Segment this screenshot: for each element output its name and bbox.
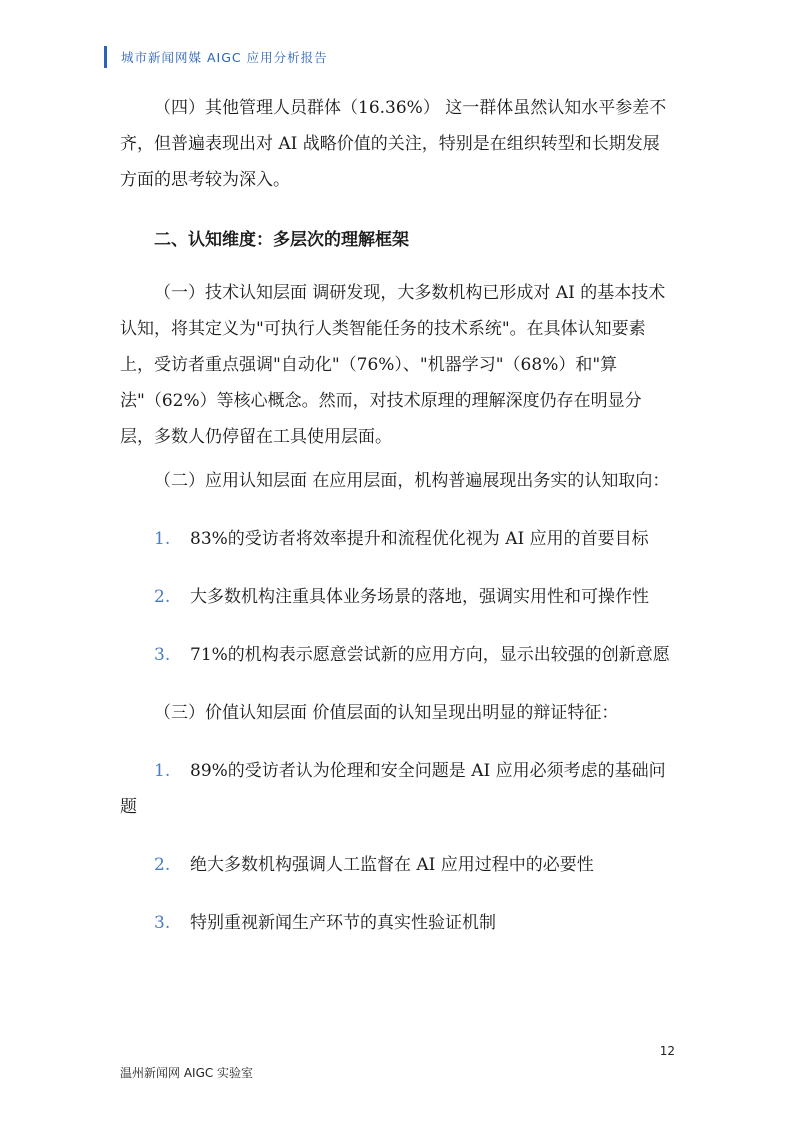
list-text: 大多数机构注重具体业务场景的落地，强调实用性和可操作性: [190, 587, 649, 607]
list-number: 1.: [154, 529, 171, 549]
list-number: 3.: [154, 913, 171, 933]
paragraph-tech-cognition: （一）技术认知层面 调研发现，大多数机构已形成对 AI 的基本技术认知，将其定义为"可执行人类智能任务的技术系统"。在具体认知要素上，受访者重点强调"自动化"（76%）、"机器学习"（68%）和"算法"（62%）等核心概念。然而，对技术原理的理解深度仍存在明显分层，多数人仍停留在工具使用层面。: [120, 283, 666, 447]
list-text: 特别重视新闻生产环节的真实性验证机制: [190, 913, 496, 933]
page-number: 12: [659, 1044, 675, 1058]
list-text: 绝大多数机构强调人工监督在 AI 应用过程中的必要性: [190, 855, 594, 875]
list-text: 71%的机构表示愿意尝试新的应用方向，显示出较强的创新意愿: [190, 645, 670, 665]
paragraph-other-managers: （四）其他管理人员群体（16.36%） 这一群体虽然认知水平参差不齐，但普遍表现出对 AI 战略价值的关注，特别是在组织转型和长期发展方面的思考较为深入。: [120, 98, 667, 190]
header-title: 城市新闻网媒 AIGC 应用分析报告: [121, 50, 328, 65]
footer-organization: 温州新闻网 AIGC 实验室: [120, 1066, 254, 1080]
page-content: [120, 90, 675, 941]
header-accent-bar: [104, 46, 107, 68]
list-item: [120, 637, 675, 673]
list-item: [120, 753, 675, 825]
list-item: [120, 579, 675, 615]
list-number: 2.: [154, 855, 171, 875]
list-number: 2.: [154, 587, 171, 607]
section-title: 二、认知维度：多层次的理解框架: [154, 230, 409, 250]
list-text: 83%的受访者将效率提升和流程优化视为 AI 应用的首要目标: [190, 529, 649, 549]
paragraph-app-cognition: （二）应用认知层面 在应用层面，机构普遍展现出务实的认知取向：: [154, 471, 670, 491]
paragraph-value-cognition: （三）价值认知层面 价值层面的认知呈现出明显的辩证特征：: [154, 703, 619, 723]
list-text: 89%的受访者认为伦理和安全问题是 AI 应用必须考虑的基础问题: [120, 761, 666, 817]
page-header: [104, 44, 328, 70]
list-item: [120, 847, 675, 883]
list-item: [120, 905, 675, 941]
list-number: 1.: [154, 761, 171, 781]
list-item: [120, 521, 675, 557]
list-number: 3.: [154, 645, 171, 665]
